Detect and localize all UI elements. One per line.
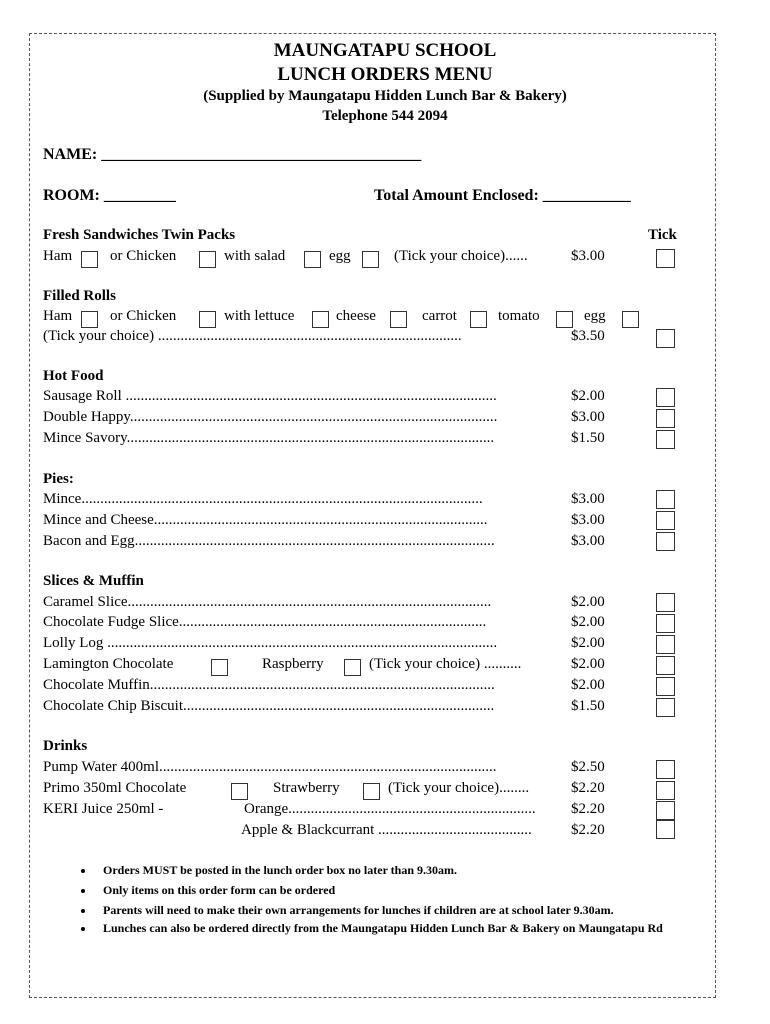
keri-orange-tick-box[interactable] (656, 801, 675, 820)
primo-chocolate-label: Primo 350ml Chocolate (43, 780, 187, 796)
sandwich-choice-text: (Tick your choice)...... (394, 248, 528, 264)
double-happy-price: $3.00 (571, 409, 605, 425)
sausage-roll-tick-box[interactable] (656, 388, 675, 407)
fudge-slice-tick-box[interactable] (656, 614, 675, 633)
name-blank[interactable]: ________________________________________ (101, 146, 422, 163)
double-happy-tick-box[interactable] (656, 409, 675, 428)
sandwich-egg-label: egg (329, 248, 351, 264)
chocolate-muffin-price: $2.00 (571, 677, 605, 693)
roll-lettuce-checkbox[interactable] (312, 311, 329, 328)
roll-cheese-label: cheese (336, 308, 376, 324)
keri-orange-label: Orange.................................................................. (244, 801, 536, 817)
mince-cheese-pie-tick-box[interactable] (656, 511, 675, 530)
sandwich-ham-checkbox[interactable] (81, 251, 98, 268)
note-item: • Orders MUST be posted in the lunch order box no later than 9.30am. (95, 862, 695, 878)
notes-list (75, 862, 695, 940)
lamington-raspberry-checkbox[interactable] (344, 659, 361, 676)
sandwich-salad-checkbox[interactable] (304, 251, 321, 268)
lolly-log-label: Lolly Log ........................................................................................................ (43, 635, 498, 651)
roll-tomato-label: tomato (498, 308, 540, 324)
sandwich-chicken-checkbox[interactable] (199, 251, 216, 268)
mince-cheese-pie-label: Mince and Cheese......................................................................................... (43, 512, 488, 528)
roll-tomato-checkbox[interactable] (556, 311, 573, 328)
caramel-slice-tick-box[interactable] (656, 593, 675, 612)
note-item: • Only items on this order form can be ordered (95, 882, 695, 898)
chip-biscuit-price: $1.50 (571, 698, 605, 714)
lamington-tick-box[interactable] (656, 656, 675, 675)
roll-carrot-label: carrot (422, 308, 457, 324)
pump-water-label: Pump Water 400ml.......................................................................................... (43, 759, 497, 775)
menu-title: LUNCH ORDERS MENU (277, 64, 493, 85)
pump-water-price: $2.50 (571, 759, 605, 775)
sandwiches-heading: Fresh Sandwiches Twin Packs (43, 227, 236, 243)
hot-food-heading: Hot Food (43, 368, 104, 384)
lamington-chocolate-label: Lamington Chocolate (43, 656, 174, 672)
keri-apple-price: $2.20 (571, 822, 605, 838)
telephone-line: Telephone 544 2094 (322, 108, 448, 124)
roll-egg-checkbox[interactable] (622, 311, 639, 328)
chip-biscuit-label: Chocolate Chip Biscuit................................................................................... (43, 698, 495, 714)
roll-cheese-checkbox[interactable] (390, 311, 407, 328)
roll-ham-label: Ham (43, 308, 73, 324)
mince-pie-price: $3.00 (571, 491, 605, 507)
mince-pie-tick-box[interactable] (656, 490, 675, 509)
sandwich-salad-label: with salad (224, 248, 286, 264)
mince-savory-label: Mince Savory.................................................................................................. (43, 430, 495, 446)
primo-tick-box[interactable] (656, 781, 675, 800)
double-happy-label: Double Happy.................................................................................................. (43, 409, 498, 425)
total-label: Total Amount Enclosed: (374, 187, 539, 204)
pies-heading: Pies: (43, 471, 74, 487)
room-label: ROOM: (43, 187, 100, 204)
mince-savory-tick-box[interactable] (656, 430, 675, 449)
primo-price: $2.20 (571, 780, 605, 796)
rolls-heading: Filled Rolls (43, 288, 116, 304)
mince-pie-label: Mince........................................................................................................... (43, 491, 483, 507)
lamington-price: $2.00 (571, 656, 605, 672)
school-name: MAUNGATAPU SCHOOL (273, 40, 497, 61)
lolly-log-tick-box[interactable] (656, 635, 675, 654)
keri-apple-tick-box[interactable] (656, 820, 675, 839)
sandwich-egg-checkbox[interactable] (362, 251, 379, 268)
keri-juice-label: KERI Juice 250ml - (43, 801, 164, 817)
bacon-egg-pie-price: $3.00 (571, 533, 605, 549)
roll-price: $3.50 (571, 328, 605, 344)
total-blank[interactable]: ___________ (542, 187, 631, 204)
tick-header: Tick (648, 227, 677, 243)
primo-strawberry-label: Strawberry (273, 780, 340, 796)
primo-strawberry-checkbox[interactable] (363, 783, 380, 800)
mince-savory-price: $1.50 (571, 430, 605, 446)
note-item: • Lunches can also be ordered directly from the Maungatapu Hidden Lunch Bar & Bakery on Maungatapu Rd (95, 920, 695, 936)
chocolate-muffin-tick-box[interactable] (656, 677, 675, 696)
roll-carrot-checkbox[interactable] (470, 311, 487, 328)
supplier-line: (Supplied by Maungatapu Hidden Lunch Bar & Bakery) (203, 88, 567, 104)
primo-choice-text: (Tick your choice)........ (388, 780, 530, 796)
sandwich-chicken-label: or Chicken (110, 248, 177, 264)
fudge-slice-price: $2.00 (571, 614, 605, 630)
chocolate-muffin-label: Chocolate Muffin............................................................................................ (43, 677, 495, 693)
room-blank[interactable]: _________ (103, 187, 176, 204)
room-field[interactable] (43, 187, 176, 205)
roll-chicken-label: or Chicken (110, 308, 177, 324)
drinks-heading: Drinks (43, 738, 88, 754)
bacon-egg-pie-tick-box[interactable] (656, 532, 675, 551)
primo-chocolate-checkbox[interactable] (231, 783, 248, 800)
roll-chicken-checkbox[interactable] (199, 311, 216, 328)
sausage-roll-label: Sausage Roll ................................................................................................... (43, 388, 497, 404)
pump-water-tick-box[interactable] (656, 760, 675, 779)
name-label: NAME: (43, 146, 98, 163)
caramel-slice-label: Caramel Slice................................................................................................. (43, 594, 492, 610)
lamington-raspberry-label: Raspberry (262, 656, 324, 672)
sausage-roll-price: $2.00 (571, 388, 605, 404)
slices-heading: Slices & Muffin (43, 573, 144, 589)
roll-tick-box[interactable] (656, 329, 675, 348)
keri-orange-price: $2.20 (571, 801, 605, 817)
total-field[interactable] (374, 187, 631, 205)
mince-cheese-pie-price: $3.00 (571, 512, 605, 528)
roll-ham-checkbox[interactable] (81, 311, 98, 328)
roll-choice-text: (Tick your choice) ................................................................................. (43, 328, 462, 344)
note-item: • Parents will need to make their own arrangements for lunches if children are at school later 9.30am. (95, 902, 695, 918)
sandwich-price: $3.00 (571, 248, 605, 264)
sandwich-ham-label: Ham (43, 248, 73, 264)
bacon-egg-pie-label: Bacon and Egg................................................................................................ (43, 533, 495, 549)
lamington-choice-text: (Tick your choice) .......... (369, 656, 522, 672)
caramel-slice-price: $2.00 (571, 594, 605, 610)
chip-biscuit-tick-box[interactable] (656, 698, 675, 717)
fudge-slice-label: Chocolate Fudge Slice.................................................................................. (43, 614, 487, 630)
sandwich-tick-box[interactable] (656, 249, 675, 268)
keri-apple-label: Apple & Blackcurrant ......................................... (241, 822, 532, 838)
lamington-chocolate-checkbox[interactable] (211, 659, 228, 676)
roll-egg-label: egg (584, 308, 606, 324)
lolly-log-price: $2.00 (571, 635, 605, 651)
name-field[interactable] (43, 146, 421, 164)
roll-lettuce-label: with lettuce (224, 308, 295, 324)
